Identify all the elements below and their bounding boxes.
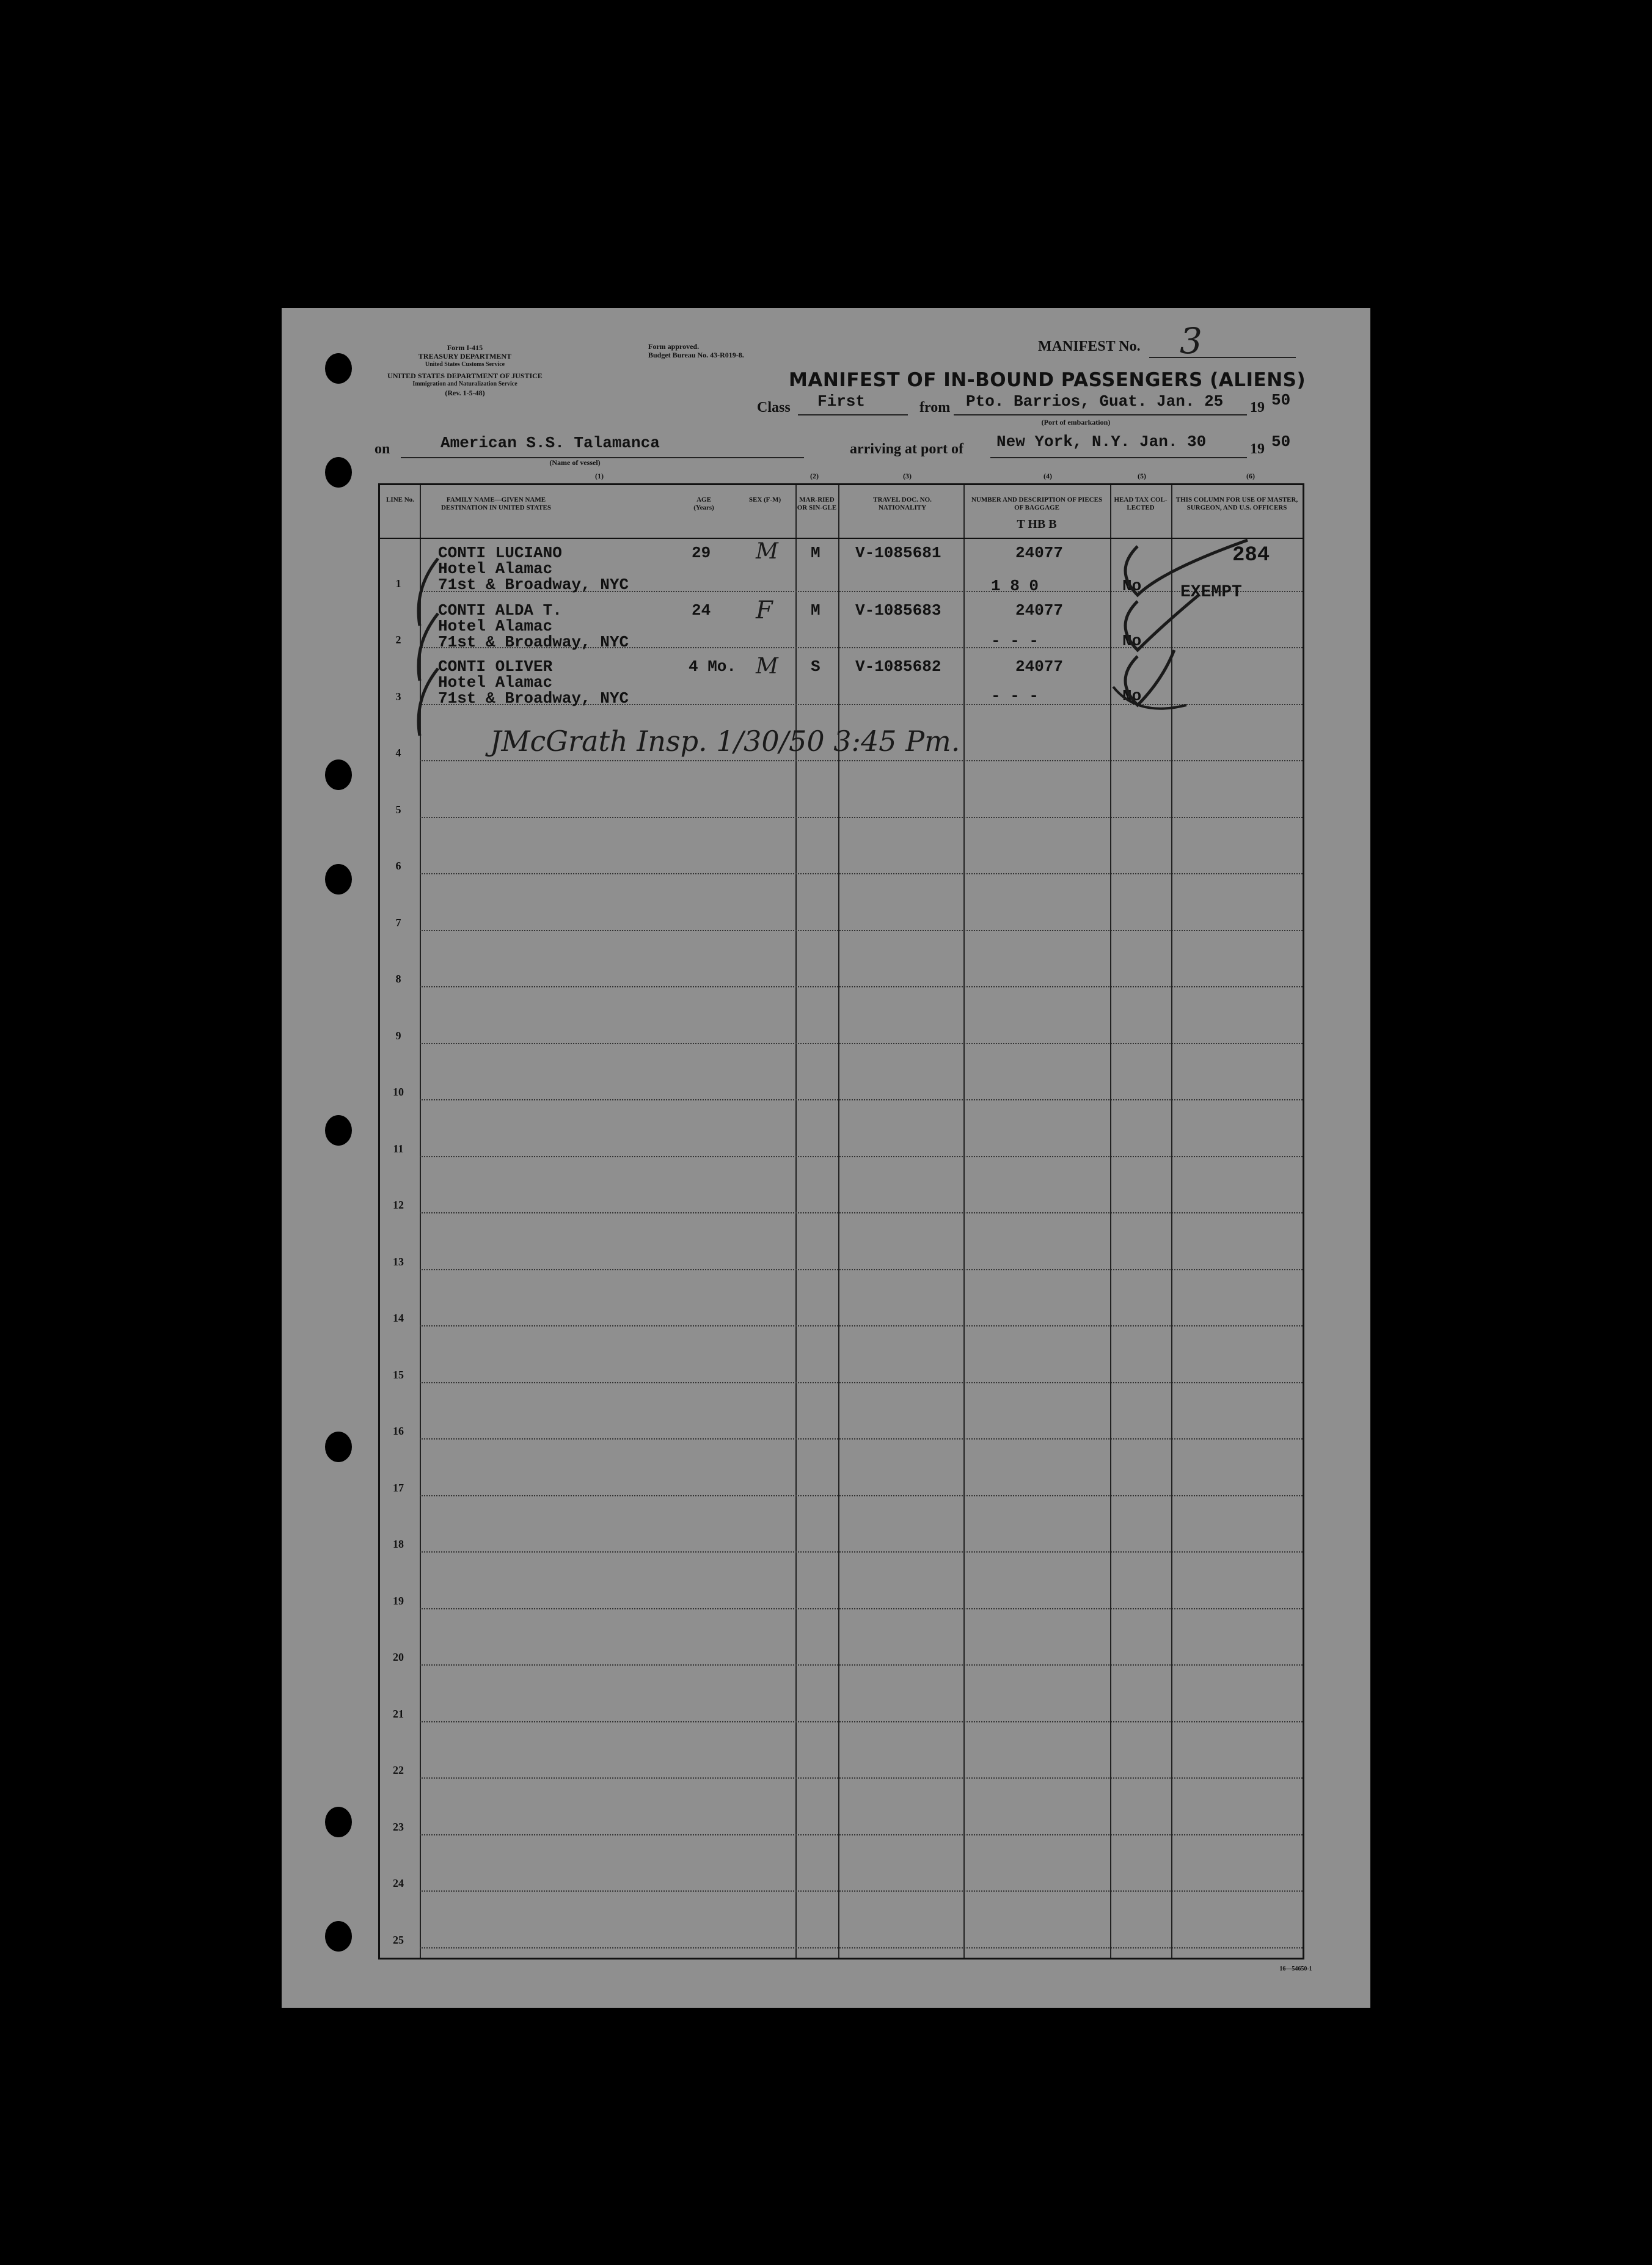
- arrival-value: New York, N.Y. Jan. 30: [996, 433, 1207, 451]
- line-number: 7: [395, 916, 401, 929]
- manifest-sheet: [282, 308, 1370, 2008]
- header-officers: THIS COLUMN FOR USE OF MASTER, SURGEON, AND U.S. OFFICERS: [1175, 496, 1298, 511]
- passenger-3-name: CONTI OLIVER: [438, 657, 553, 676]
- passenger-3-marital: S: [811, 657, 821, 676]
- line-number: 10: [393, 1086, 404, 1098]
- passenger-2-sex: F: [756, 596, 773, 624]
- line-number: 23: [393, 1820, 404, 1833]
- line-number: 16: [393, 1425, 404, 1437]
- passenger-2-age: 24: [692, 601, 711, 620]
- passenger-2-tax: No: [1122, 632, 1142, 650]
- passenger-1-marital: M: [811, 544, 821, 562]
- line-number: 24: [393, 1877, 404, 1889]
- passenger-3-baggage-count: - - -: [991, 687, 1039, 705]
- printer-code: 16—54650-1: [1279, 1966, 1312, 1972]
- col-num-6: (6): [1246, 472, 1255, 480]
- from-value: Pto. Barrios, Guat. Jan. 25: [966, 392, 1224, 411]
- passenger-3-tax: No: [1122, 687, 1142, 705]
- table-row-rule: [420, 1664, 1303, 1666]
- passenger-1-address: Hotel Alamac: [438, 560, 553, 578]
- arriving-label: arriving at port of: [850, 441, 963, 457]
- treasury-dept: TREASURY DEPARTMENT: [418, 352, 512, 360]
- punch-hole: [325, 759, 352, 790]
- table-row-rule: [420, 1495, 1303, 1496]
- header-head-tax: HEAD TAX COL-LECTED: [1114, 496, 1168, 511]
- manifest-no-label: MANIFEST No.: [1038, 338, 1141, 354]
- line-number: 9: [395, 1029, 401, 1042]
- header-baggage: NUMBER AND DESCRIPTION OF PIECES OF BAGGAGE: [971, 496, 1103, 511]
- passenger-3-doc: V-1085682: [855, 657, 941, 676]
- table-row-rule: [420, 1608, 1303, 1609]
- col-num-4: (4): [1043, 472, 1052, 480]
- line-number: 14: [393, 1312, 404, 1324]
- punch-hole: [325, 1115, 352, 1146]
- table-row-rule: [420, 1551, 1303, 1553]
- passenger-3-address2: 71st & Broadway, NYC: [438, 689, 629, 708]
- punch-hole: [325, 1807, 352, 1837]
- passenger-1-name: CONTI LUCIANO: [438, 544, 562, 562]
- punch-hole: [325, 353, 352, 384]
- table-row-rule: [420, 1099, 1303, 1100]
- passenger-3-age: 4 Mo.: [689, 657, 737, 676]
- header-name: FAMILY NAME—GIVEN NAME DESTINATION IN UNITED STATES: [440, 496, 552, 511]
- table-row-rule: [420, 817, 1303, 818]
- col-num-2: (2): [810, 472, 819, 480]
- manifest-table: [378, 483, 1304, 1959]
- passenger-1-sex: M: [756, 539, 778, 564]
- passenger-1-address2: 71st & Broadway, NYC: [438, 576, 629, 594]
- passenger-2-name: CONTI ALDA T.: [438, 601, 562, 620]
- exempt-stamp: EXEMPT: [1180, 583, 1242, 602]
- passenger-2-address2: 71st & Broadway, NYC: [438, 633, 629, 651]
- line-number: 8: [395, 973, 401, 985]
- class-label: Class: [757, 400, 791, 415]
- passenger-3-baggage: 24077: [1015, 657, 1064, 676]
- manifest-number: 3: [1180, 320, 1202, 362]
- table-row-rule: [420, 986, 1303, 987]
- page-title: MANIFEST OF IN-BOUND PASSENGERS (ALIENS): [789, 369, 1306, 391]
- table-row-rule: [420, 1890, 1303, 1892]
- vessel-note: (Name of vessel): [549, 458, 601, 467]
- line-number: 2: [395, 634, 401, 646]
- punch-hole: [325, 864, 352, 895]
- passenger-1-officer-note: 284: [1232, 544, 1270, 567]
- table-row-rule: [420, 1382, 1303, 1383]
- line-number: 5: [395, 803, 401, 816]
- vessel-name: American S.S. Talamanca: [440, 434, 660, 452]
- class-value: First: [817, 392, 866, 411]
- col-num-3: (3): [903, 472, 912, 480]
- line-number: 25: [393, 1933, 404, 1946]
- line-number: 17: [393, 1481, 404, 1494]
- passenger-1-tax: No: [1122, 577, 1142, 595]
- embarkation-note: (Port of embarkation): [1041, 418, 1111, 426]
- customs-service: United States Customs Service: [425, 361, 505, 368]
- passenger-2-baggage: 24077: [1015, 601, 1064, 620]
- line-number: 19: [393, 1594, 404, 1607]
- table-row-rule: [420, 1721, 1303, 1722]
- passenger-2-doc: V-1085683: [855, 601, 941, 620]
- line-number: 20: [393, 1651, 404, 1663]
- table-row-rule: [420, 1325, 1303, 1326]
- table-row-rule: [420, 1834, 1303, 1835]
- punch-hole: [325, 1921, 352, 1952]
- passenger-2-address: Hotel Alamac: [438, 617, 553, 635]
- line-number: 11: [393, 1142, 404, 1155]
- punch-hole: [325, 457, 352, 488]
- passenger-3-address: Hotel Alamac: [438, 673, 553, 692]
- table-row-rule: [420, 1156, 1303, 1157]
- passenger-2-marital: M: [811, 601, 821, 620]
- col-num-1: (1): [595, 472, 604, 480]
- form-approved: Form approved.: [648, 342, 700, 351]
- passenger-1-baggage: 24077: [1015, 544, 1064, 562]
- ins-service: Immigration and Naturalization Service: [412, 381, 517, 387]
- line-number: 18: [393, 1538, 404, 1550]
- on-label: on: [375, 441, 390, 457]
- line-number: 6: [395, 860, 401, 872]
- header-travel-doc: TRAVEL DOC. NO. NATIONALITY: [873, 496, 932, 511]
- year-prefix: 19: [1250, 400, 1265, 415]
- from-year: 50: [1271, 391, 1291, 409]
- passenger-1-baggage-count: 1 8 0: [991, 577, 1039, 595]
- header-line-no: LINE No.: [386, 496, 414, 503]
- line-number: 13: [393, 1255, 404, 1268]
- revision: (Rev. 1-5-48): [445, 389, 485, 397]
- line-number: 15: [393, 1368, 404, 1381]
- header-sex: SEX (F-M): [748, 496, 781, 503]
- from-label: from: [919, 400, 951, 415]
- passenger-1-age: 29: [692, 544, 711, 562]
- inspector-annotation: JMcGrath Insp. 1/30/50 3:45 Pm.: [490, 725, 960, 758]
- passenger-1-doc: V-1085681: [855, 544, 941, 562]
- line-number: 3: [395, 690, 401, 703]
- table-row-rule: [420, 1212, 1303, 1213]
- table-row-rule: [420, 1947, 1303, 1948]
- line-number: 12: [393, 1199, 404, 1211]
- table-row-rule: [420, 1043, 1303, 1044]
- form-number: Form I-415: [447, 343, 483, 352]
- table-row-rule: [420, 873, 1303, 874]
- budget-bureau: Budget Bureau No. 43-R019-8.: [648, 351, 744, 359]
- passenger-3-sex: M: [756, 654, 778, 679]
- arrival-year: 50: [1271, 433, 1291, 451]
- line-number: 21: [393, 1707, 404, 1720]
- justice-dept: UNITED STATES DEPARTMENT OF JUSTICE: [387, 371, 543, 380]
- col-num-5: (5): [1138, 472, 1146, 480]
- year-prefix-2: 19: [1250, 441, 1265, 457]
- line-number: 4: [395, 747, 401, 759]
- punch-hole: [325, 1432, 352, 1462]
- line-number: 22: [393, 1764, 404, 1776]
- line-number: 1: [395, 577, 401, 590]
- header-marital: MAR-RIED OR SIN-GLE: [797, 496, 837, 511]
- header-baggage-sub: T HB B: [1017, 518, 1057, 531]
- table-row-rule: [420, 1269, 1303, 1270]
- table-row-rule: [420, 930, 1303, 931]
- header-age: AGE (Years): [693, 496, 714, 511]
- table-row-rule: [420, 1438, 1303, 1440]
- passenger-2-baggage-count: - - -: [991, 632, 1039, 650]
- table-row-rule: [420, 1777, 1303, 1779]
